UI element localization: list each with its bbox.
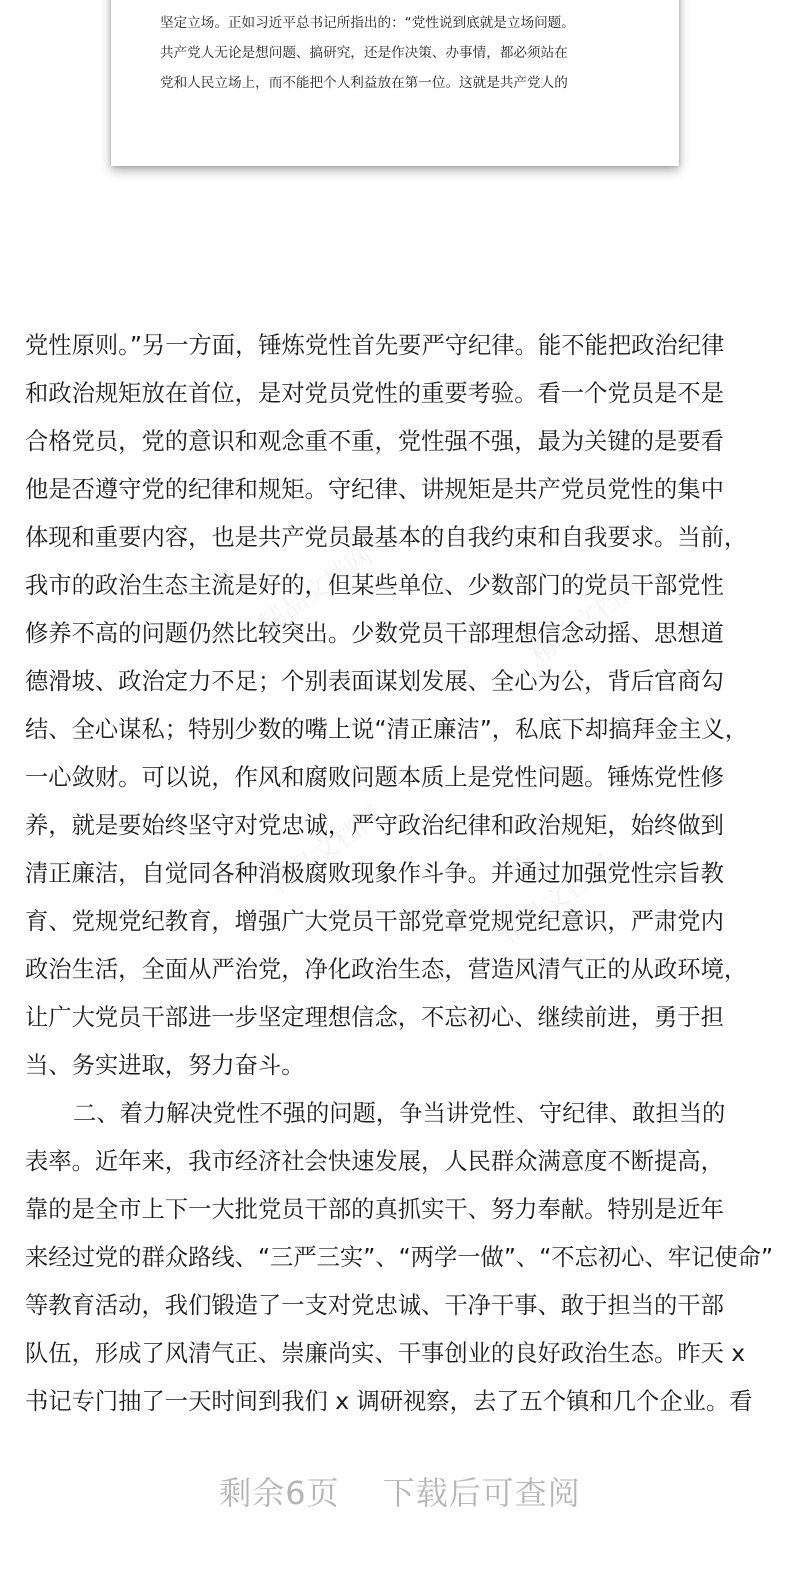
preview-line: 坚定立场。正如习近平总书记所指出的：“党性说到底就是立场问题。 xyxy=(160,15,575,31)
text-line: 一心敛财。可以说，作风和腐败问题本质上是党性问题。锤炼党性修 xyxy=(25,764,724,791)
text-line: 育、党规党纪教育，增强广大党员干部党章党规党纪意识，严肃党内 xyxy=(25,908,724,935)
download-prompt[interactable] xyxy=(0,1468,800,1514)
text-line: 靠的是全市上下一大批党员干部的真抓实干、努力奉献。特别是近年 xyxy=(25,1196,724,1223)
text-line: 表率。近年来，我市经济社会快速发展，人民群众满意度不断提高， xyxy=(25,1148,724,1175)
text-line: 当、务实进取，努力奋斗。 xyxy=(25,1052,305,1079)
watermark: 精品文档网 xyxy=(254,540,379,641)
text-line: 和政治规矩放在首位，是对党员党性的重要考验。看一个党员是不是 xyxy=(25,380,724,407)
text-line: 养，就是要始终坚守对党忠诚，严守政治纪律和政治规矩，始终做到 xyxy=(25,812,724,839)
watermark: 精品文档网 xyxy=(264,800,389,901)
watermark: 精品文档网 xyxy=(494,850,619,951)
text-line: 修养不高的问题仍然比较突出。少数党员干部理想信念动摇、思想道 xyxy=(25,620,724,647)
text-line: 让广大党员干部进一步坚定理想信念，不忘初心、继续前进，勇于担 xyxy=(25,1004,724,1031)
text-line: 他是否遵守党的纪律和规矩。守纪律、讲规矩是共产党员党性的集中 xyxy=(25,476,724,503)
text-line: 体现和重要内容，也是共产党员最基本的自我约束和自我要求。当前， xyxy=(25,524,748,551)
text-line: 政治生活，全面从严治党，净化政治生态，营造风清气正的从政环境， xyxy=(25,956,748,983)
text-line: 清正廉洁，自觉同各种消极腐败现象作斗争。并通过加强党性宗旨教 xyxy=(25,860,724,887)
text-line: 等教育活动，我们锻造了一支对党忠诚、干净干事、敢于担当的干部 xyxy=(25,1292,724,1319)
preview-line: 党和人民立场上，而不能把个人利益放在第一位。这就是共产党人的 xyxy=(160,75,568,91)
previous-page-preview xyxy=(111,0,679,166)
preview-line: 共产党人无论是想问题、搞研究，还是作决策、办事情，都必须站在 xyxy=(160,45,568,61)
text-line: 结、全心谋私；特别少数的嘴上说“清正廉洁”，私底下却搞拜金主义， xyxy=(25,716,749,743)
text-line: 队伍，形成了风清气正、崇廉尚实、干事创业的良好政治生态。昨天 x xyxy=(25,1340,746,1367)
watermark: 精品文档网 xyxy=(524,570,649,671)
text-line: 来经过党的群众路线、“三严三实”、“两学一做”、“不忘初心、牢记使命” xyxy=(25,1244,774,1271)
text-line: 我市的政治生态主流是好的，但某些单位、少数部门的党员干部党性 xyxy=(25,572,724,599)
text-line: 书记专门抽了一天时间到我们 x 调研视察，去了五个镇和几个企业。看 xyxy=(25,1388,753,1415)
text-line: 德滑坡、政治定力不足；个别表面谋划发展、全心为公，背后官商勾 xyxy=(25,668,724,695)
text-line: 二、着力解决党性不强的问题，争当讲党性、守纪律、敢担当的 xyxy=(73,1100,726,1127)
remaining-pages-label: 剩余6页 xyxy=(219,1474,340,1512)
text-line: 党性原则。”另一方面，锤炼党性首先要严守纪律。能不能把政治纪律 xyxy=(25,332,725,359)
download-hint-label[interactable]: 下载后可查阅 xyxy=(382,1474,581,1512)
document-body xyxy=(25,326,775,1430)
text-line: 合格党员，党的意识和观念重不重，党性强不强，最为关键的是要看 xyxy=(25,428,724,455)
